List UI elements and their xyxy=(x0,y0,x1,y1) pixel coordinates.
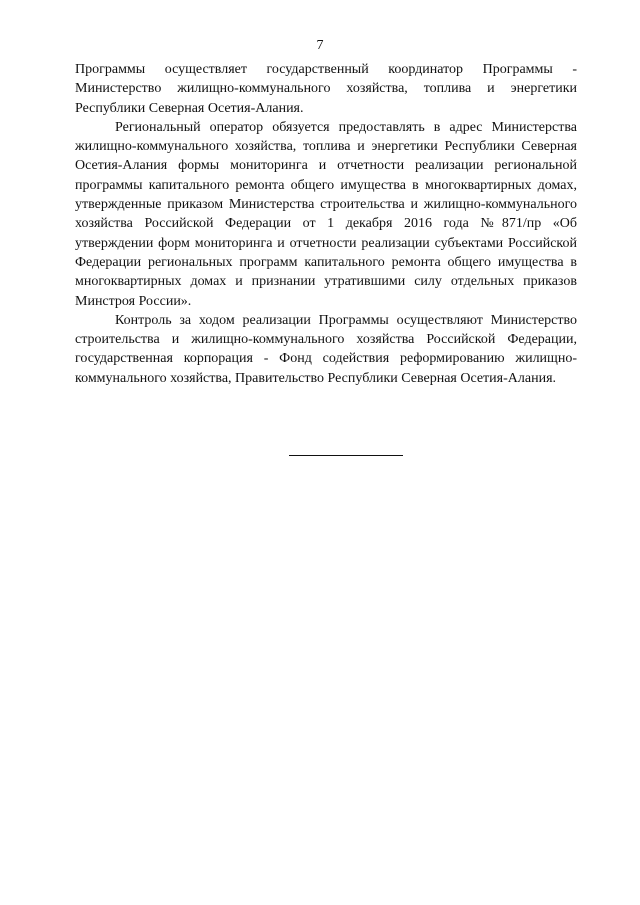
document-body xyxy=(75,60,577,388)
page-number: 7 xyxy=(316,38,324,53)
end-divider-line xyxy=(289,455,403,456)
paragraph-control: Контроль за ходом реализации Программы осуществляют Министерство строительства и жилищно-коммунального хозяйства Российской Федерации, государственная корпорация - Фонд содействия реформированию жилищно-коммунального хозяйства, Правительство Республики Северная Осетия-Алания. xyxy=(75,312,577,386)
paragraph-coordinator: Программы осуществляет государственный координатор Программы - Министерство жилищно-коммунального хозяйства, топлива и энергетики Республики Северная Осетия-Алания. xyxy=(75,62,577,116)
paragraph-regional-operator: Региональный оператор обязуется предоставлять в адрес Министерства жилищно-коммунального хозяйства, топлива и энергетики Республики Северная Осетия-Алания формы мониторинга и отчетности реализации региональной программы капитального ремонта общего имущества в многоквартирных домах, утвержденные приказом Министерства строительства и жилищно-коммунального хозяйства Российской Федерации от 1 декабря 2016 года №871/пр «Об утверждении форм мониторинга и отчетности реализации субъектами Российской Федерации региональных программ капитального ремонта общего имущества в многоквартирных домах и признании утратившими силу отдельных приказов Минстроя России». xyxy=(75,119,577,309)
